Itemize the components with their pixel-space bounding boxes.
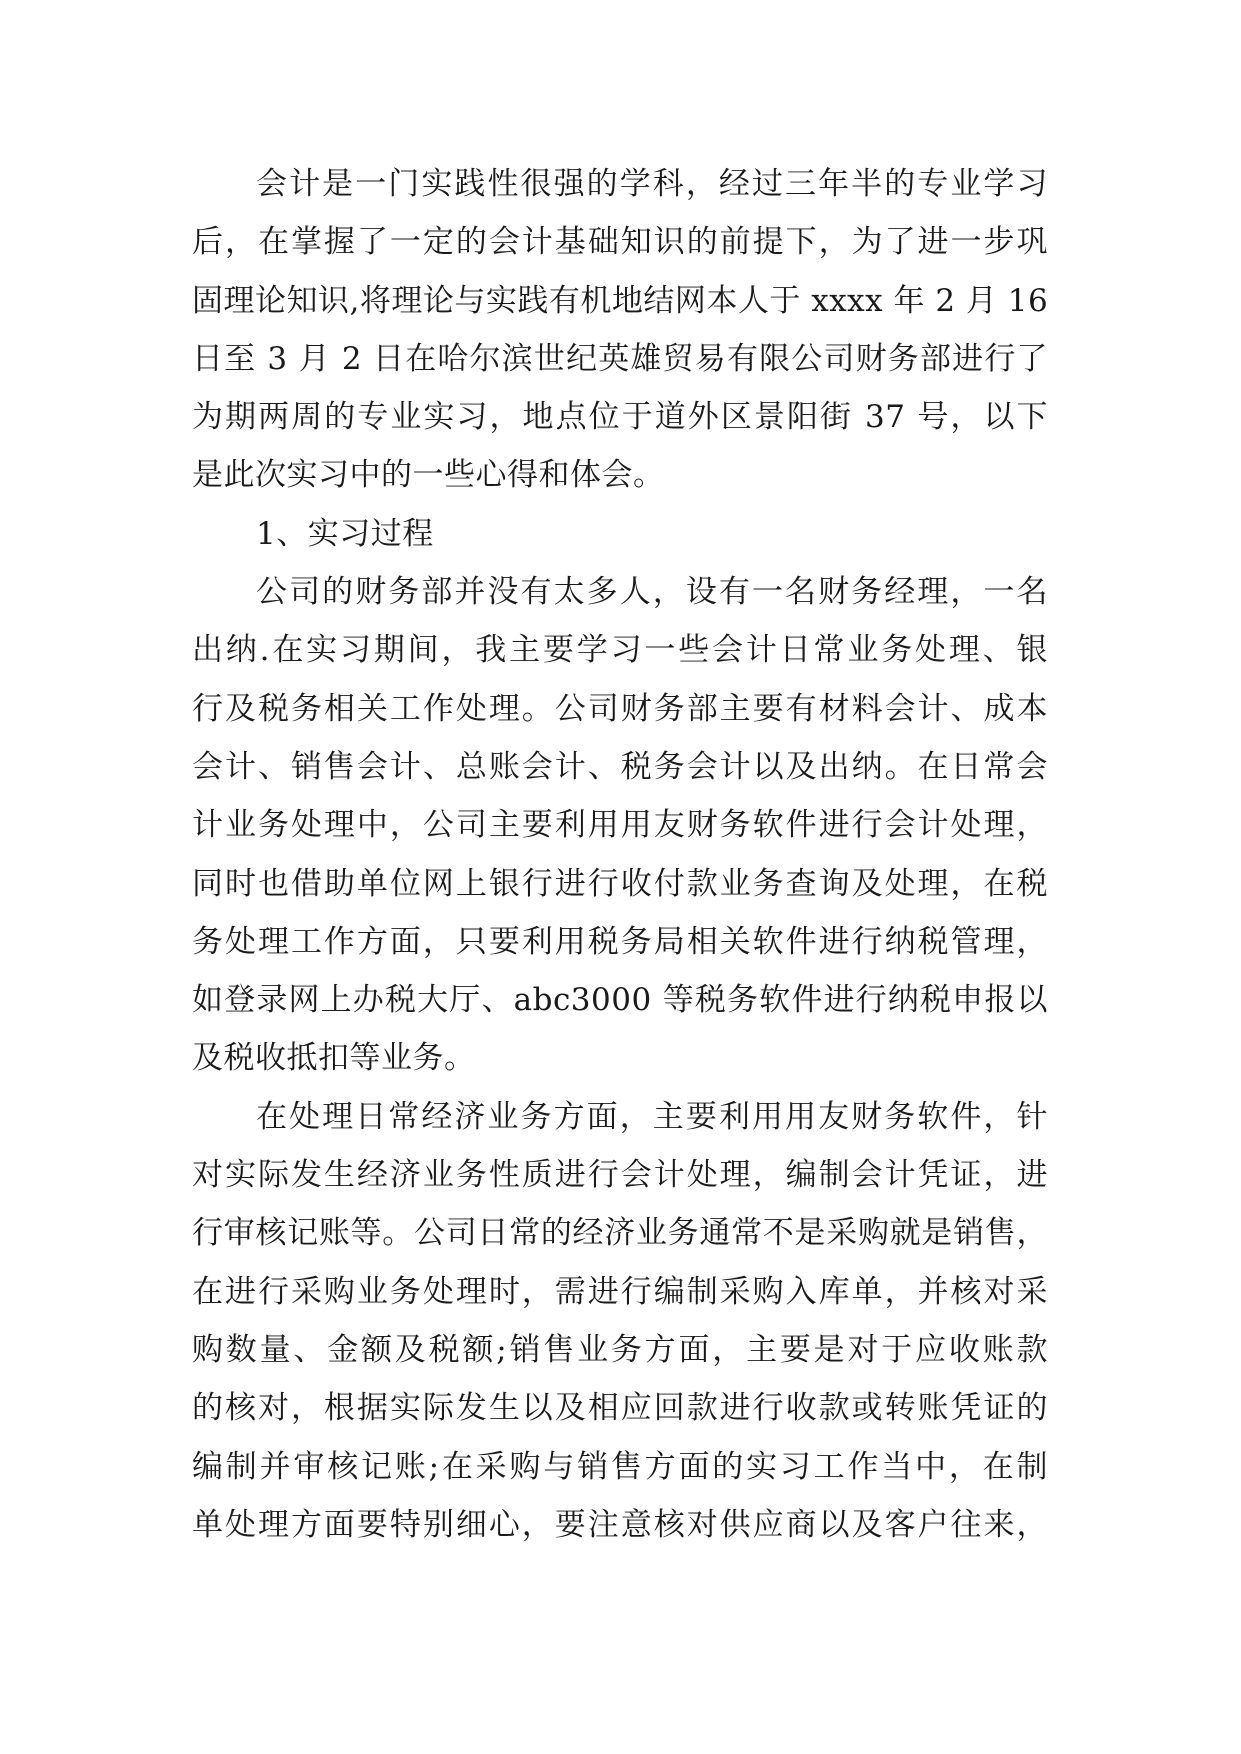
paragraph-line: 编制并审核记账;在采购与销售方面的实习工作当中，在制 bbox=[192, 1448, 1048, 1485]
paragraph-line: 是此次实习中的一些心得和体会。 bbox=[192, 457, 665, 494]
paragraph-line: 在进行采购业务处理时，需进行编制采购入库单，并核对采 bbox=[192, 1273, 1048, 1310]
paragraph-line: 行审核记账等。公司日常的经济业务通常不是采购就是销售， bbox=[192, 1215, 1048, 1252]
paragraph-line: 如登录网上办税大厅、abc3000 等税务软件进行纳税申报以 bbox=[192, 982, 1048, 1019]
paragraph-line: 及税收抵扣等业务。 bbox=[192, 1040, 476, 1077]
section-heading: 1、实习过程 bbox=[256, 515, 434, 552]
paragraph-line: 行及税务相关工作处理。公司财务部主要有材料会计、成本 bbox=[192, 690, 1048, 727]
paragraph-line: 务处理工作方面，只要利用税务局相关软件进行纳税管理， bbox=[192, 923, 1048, 960]
paragraph-line: 为期两周的专业实习，地点位于道外区景阳街 37 号，以下 bbox=[192, 399, 1048, 436]
paragraph-line: 购数量、金额及税额;销售业务方面，主要是对于应收账款 bbox=[192, 1331, 1048, 1368]
paragraph-line: 固理论知识,将理论与实践有机地结网本人于 xxxx 年 2 月 16 bbox=[192, 282, 1049, 319]
paragraph-line: 单处理方面要特别细心，要注意核对供应商以及客户往来， bbox=[192, 1506, 1048, 1543]
document-body bbox=[192, 155, 1048, 1554]
paragraph-line: 对实际发生经济业务性质进行会计处理，编制会计凭证，进 bbox=[192, 1157, 1048, 1194]
paragraph-line: 的核对，根据实际发生以及相应回款进行收款或转账凭证的 bbox=[192, 1390, 1048, 1427]
paragraph-line: 在处理日常经济业务方面，主要利用用友财务软件，针 bbox=[256, 1098, 1048, 1135]
paragraph-line: 计业务处理中，公司主要利用用友财务软件进行会计处理， bbox=[192, 807, 1048, 844]
paragraph-line: 日至 3 月 2 日在哈尔滨世纪英雄贸易有限公司财务部进行了 bbox=[192, 340, 1048, 377]
paragraph-line: 公司的财务部并没有太多人，设有一名财务经理，一名 bbox=[256, 574, 1048, 611]
paragraph-line: 出纳.在实习期间，我主要学习一些会计日常业务处理、银 bbox=[192, 632, 1048, 669]
paragraph-line: 同时也借助单位网上银行进行收付款业务查询及处理，在税 bbox=[192, 865, 1048, 902]
paragraph-line: 后，在掌握了一定的会计基础知识的前提下，为了进一步巩 bbox=[192, 224, 1048, 261]
paragraph-line: 会计、销售会计、总账会计、税务会计以及出纳。在日常会 bbox=[192, 748, 1048, 785]
paragraph-line: 会计是一门实践性很强的学科，经过三年半的专业学习 bbox=[256, 166, 1048, 202]
